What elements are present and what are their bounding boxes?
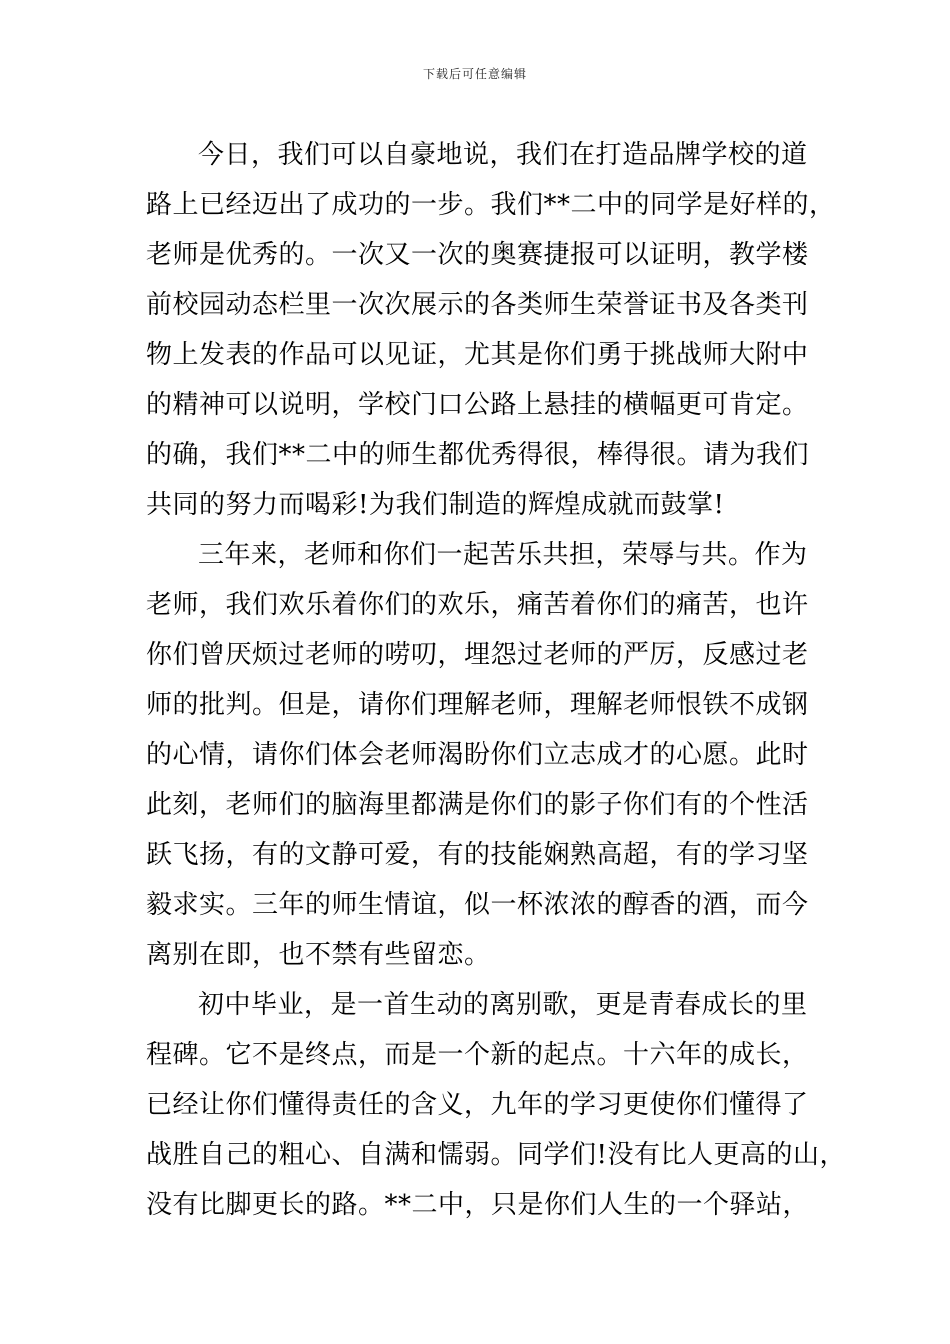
text-line: 毅求实。三年的师生情谊，似一杯浓浓的醇香的酒，而今 [146, 890, 809, 920]
body-text [146, 130, 846, 1230]
text-line: 共同的努力而喝彩!为我们制造的辉煌成就而鼓掌! [146, 490, 725, 520]
text-line: 老师，我们欢乐着你们的欢乐，痛苦着你们的痛苦，也许 [146, 590, 809, 620]
text-line: 你们曾厌烦过老师的唠叨，埋怨过老师的严厉，反感过老 [146, 640, 809, 670]
text-line: 程碑。它不是终点，而是一个新的起点。十六年的成长， [146, 1040, 809, 1070]
paragraph-2 [146, 530, 818, 980]
text-line: 的心情，请你们体会老师渴盼你们立志成才的心愿。此时 [146, 740, 809, 770]
text-line: 跃飞扬，有的文静可爱，有的技能娴熟高超，有的学习坚 [146, 840, 809, 870]
text-line: 已经让你们懂得责任的含义，九年的学习更使你们懂得了 [146, 1090, 809, 1120]
text-line: 路上已经迈出了成功的一步。我们**二中的同学是好样的， [146, 190, 836, 220]
paragraph-1 [146, 130, 836, 530]
text-line: 老师是优秀的。一次又一次的奥赛捷报可以证明，教学楼 [146, 240, 809, 270]
text-line: 前校园动态栏里一次次展示的各类师生荣誉证书及各类刊 [146, 290, 809, 320]
text-line: 师的批判。但是，请你们理解老师，理解老师恨铁不成钢 [146, 690, 809, 720]
text-line: 的精神可以说明，学校门口公路上悬挂的横幅更可肯定。 [146, 390, 809, 420]
text-line: 初中毕业，是一首生动的离别歌，更是青春成长的里 [198, 990, 808, 1020]
text-line: 没有比脚更长的路。**二中，只是你们人生的一个驿站， [146, 1190, 810, 1220]
text-line: 的确，我们**二中的师生都优秀得很，棒得很。请为我们 [146, 440, 810, 470]
page-header: 下载后可任意编辑 [422, 67, 527, 81]
text-line: 物上发表的作品可以见证，尤其是你们勇于挑战师大附中 [146, 340, 809, 370]
text-line: 三年来，老师和你们一起苦乐共担，荣辱与共。作为 [198, 540, 808, 570]
text-line: 战胜自己的粗心、自满和懦弱。同学们!没有比人更高的山， [146, 1140, 846, 1170]
paragraph-3 [146, 980, 846, 1230]
text-line: 离别在即，也不禁有些留恋。 [146, 940, 491, 970]
text-line: 今日，我们可以自豪地说，我们在打造品牌学校的道 [198, 140, 808, 170]
text-line: 此刻，老师们的脑海里都满是你们的影子你们有的个性活 [146, 790, 809, 820]
